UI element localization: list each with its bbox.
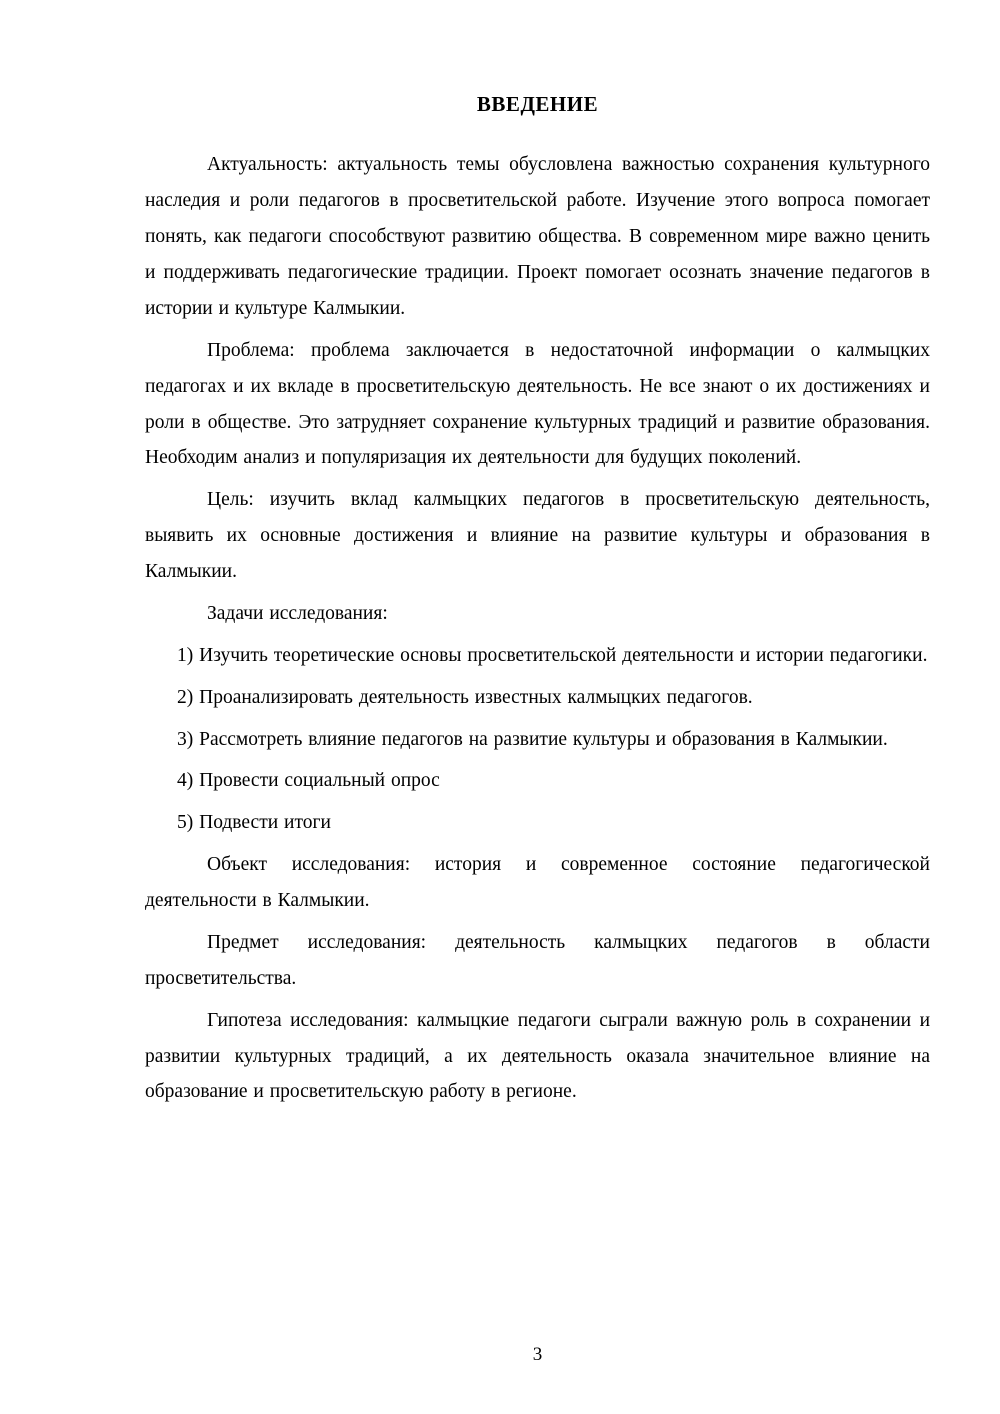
list-item-1: 1) Изучить теоретические основы просветительской деятельности и истории педагогики. [177, 644, 928, 666]
list-item-5: 5) Подвести итоги [177, 812, 331, 834]
paragraph-zadachi-heading: Задачи исследования: [207, 602, 388, 624]
page-number: 3 [532, 1344, 543, 1365]
list-item-3: 3) Рассмотреть влияние педагогов на развитие культуры и образования в Калмыкии. [177, 728, 888, 750]
list-item-4: 4) Провести социальный опрос [177, 770, 440, 792]
paragraph-problema: Проблема: проблема заключается в недостаточной информации о калмыцких педагогах и их вкладе в просветительскую деятельность. Не все знают о их достижениях и роли в обществе. Это затрудняет сохранение культурных традиций и развитие образования. Необходим анализ и популяризация их деятельности для будущих поколений. [145, 339, 930, 469]
page-title: ВВЕДЕНИЕ [476, 92, 599, 116]
paragraph-gipoteza: Гипотеза исследования: калмыцкие педагоги сыграли важную роль в сохранении и развитии культурных традиций, а их деятельность оказала значительное влияние на образование и просветительскую работу в регионе. [145, 1009, 930, 1103]
paragraph-predmet: Предмет исследования: деятельность калмыцких педагогов в области просветительства. [145, 931, 930, 989]
paragraph-obekt: Объект исследования: история и современное состояние педагогической деятельности в Калмыкии. [145, 854, 930, 912]
paragraph-aktualnost: Актуальность: актуальность темы обусловлена важностью сохранения культурного наследия и роли педагогов в просветительской работе. Изучение этого вопроса помогает понять, как педагоги способствуют развитию общества. В современном мире важно ценить и поддерживать педагогические традиции. Проект помогает осознать значение педагогов в истории и культуре Калмыкии. [145, 154, 930, 319]
list-item-2: 2) Проанализировать деятельность известных калмыцких педагогов. [177, 686, 753, 708]
paragraph-cel: Цель: изучить вклад калмыцких педагогов в просветительскую деятельность, выявить их основные достижения и влияние на развитие культуры и образования в Калмыкии. [145, 489, 930, 583]
